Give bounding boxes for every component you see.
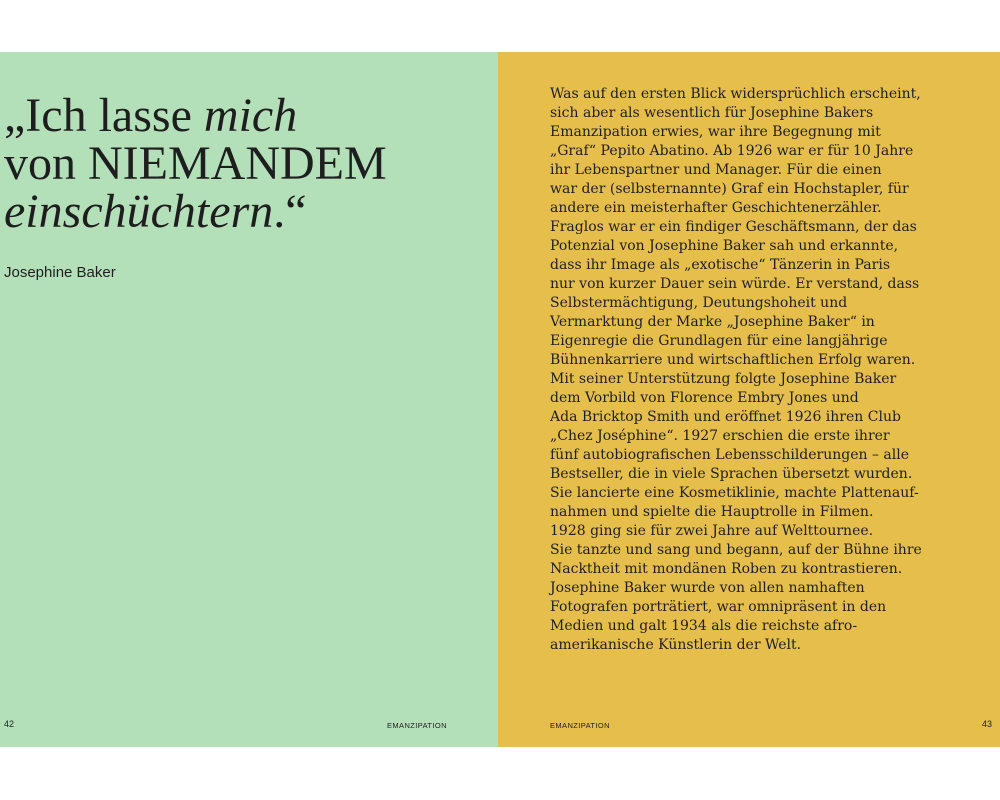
body-line: Medien und galt 1934 als die reichste afro- [550, 618, 858, 634]
body-line: Bühnenkarriere und wirtschaftlichen Erfolg waren. [550, 352, 916, 368]
body-line: sich aber als wesentlich für Josephine Bakers [550, 105, 874, 121]
body-line: Was auf den ersten Blick widersprüchlich erscheint, [550, 86, 921, 102]
body-line: Sie lancierte eine Kosmetiklinie, machte Plattenauf- [550, 485, 919, 501]
quote-line-3 [4, 185, 387, 238]
body-line: Potenzial von Josephine Baker sah und erkannte, [550, 238, 899, 254]
body-line: 1928 ging sie für zwei Jahre auf Welttournee. [550, 523, 874, 539]
left-page [0, 52, 498, 747]
right-page [498, 52, 1000, 747]
running-head-left: EMANZIPATION [387, 721, 447, 730]
body-line: Bestseller, die in viele Sprachen übersetzt wurden. [550, 466, 913, 482]
body-line: Emanzipation erwies, war ihre Begegnung mit [550, 124, 881, 140]
body-line: Selbstermächtigung, Deutungshoheit und [550, 295, 848, 311]
body-line: andere ein meisterhafter Geschichtenerzähler. [550, 200, 882, 216]
quote-text: .“ [273, 185, 307, 238]
body-line: Fraglos war er ein findiger Geschäftsmann, der das [550, 219, 917, 235]
body-line: nur von kurzer Dauer sein würde. Er verstand, dass [550, 276, 920, 292]
body-line: amerikanische Künstlerin der Welt. [550, 637, 802, 653]
body-line: fünf autobiografischen Lebensschilderungen – alle [550, 447, 910, 463]
body-line: Sie tanzte und sang und begann, auf der Bühne ihre [550, 542, 922, 558]
body-line: dass ihr Image als „exotische“ Tänzerin in Paris [550, 257, 891, 273]
pull-quote [4, 89, 387, 238]
body-line: Mit seiner Unterstützung folgte Josephine Baker [550, 371, 897, 387]
body-line: war der (selbsternannte) Graf ein Hochstapler, für [550, 181, 909, 197]
body-line: Nacktheit mit mondänen Roben zu kontrastieren. [550, 561, 903, 577]
quote-text: „Ich lasse [4, 89, 204, 142]
body-line: „Graf“ Pepito Abatino. Ab 1926 war er für 10 Jahre [550, 143, 914, 159]
body-line: Ada Bricktop Smith und eröffnet 1926 ihren Club [550, 409, 901, 425]
body-line: Josephine Baker wurde von allen namhaften [550, 580, 865, 596]
body-line: Eigenregie die Grundlagen für eine langjährige [550, 333, 888, 349]
body-line: Vermarktung der Marke „Josephine Baker“ in [550, 314, 875, 330]
quote-attribution: Josephine Baker [4, 264, 116, 281]
page-number-left: 42 [4, 719, 15, 729]
body-line: „Chez Joséphine“. 1927 erschien die erste ihrer [550, 428, 890, 444]
body-line: dem Vorbild von Florence Embry Jones und [550, 390, 859, 406]
body-line: ihr Lebenspartner und Manager. Für die einen [550, 162, 882, 178]
body-line: nahmen und spielte die Hauptrolle in Filmen. [550, 504, 874, 520]
quote-line-2: von NIEMANDEM [4, 137, 387, 190]
book-spread [0, 52, 1000, 747]
body-line: Fotografen porträtiert, war omnipräsent in den [550, 599, 887, 615]
page-number-right: 43 [981, 719, 992, 729]
running-head-right: EMANZIPATION [550, 721, 610, 730]
quote-line-1 [4, 89, 387, 142]
body-text [550, 85, 930, 655]
quote-emphasis: einschüchtern [4, 185, 274, 238]
quote-emphasis: mich [203, 89, 298, 142]
